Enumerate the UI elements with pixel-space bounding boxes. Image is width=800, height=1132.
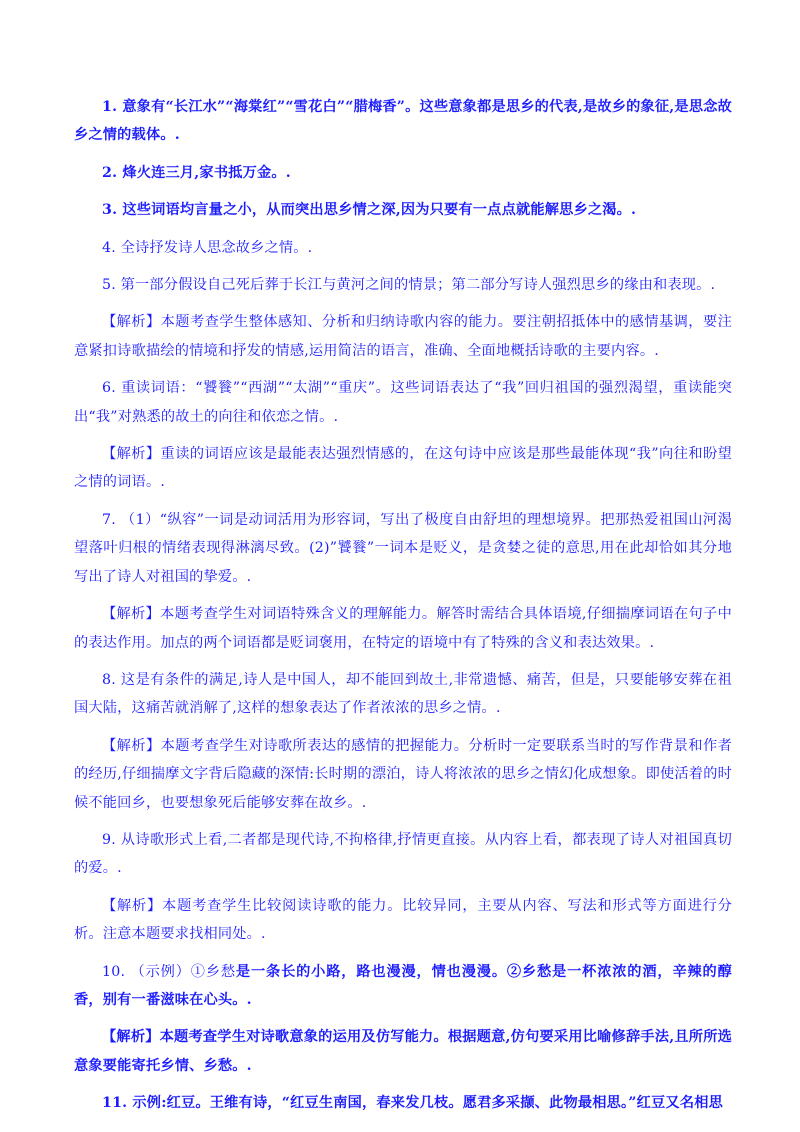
answer-10 — [74, 958, 732, 1015]
analysis-6: 【解析】重读的词语应该是最能表达强烈情感的，在这句诗中应该是那些最能体现“我”向往和盼望之情的词语。. — [74, 446, 732, 491]
analysis-5: 【解析】本题考查学生整体感知、分析和归纳诗歌内容的能力。要注朝招抵体中的感情基调，要注意紧扣诗歌描绘的情境和抒发的情感,运用简洁的语言，准确、全面地概括诗歌的主要内容。. — [74, 314, 732, 359]
analysis-9: 【解析】本题考查学生比较阅读诗歌的能力。比较异同，主要从内容、写法和形式等方面进行分析。注意本题要求找相同处。. — [74, 897, 732, 943]
answer-10-text: 是一条长的小路，路也漫漫，情也漫漫。②乡愁是一杯浓浓的酒，辛辣的醇香，别有一番滋味在心头。. — [74, 963, 732, 1008]
answer-5: 5. 第一部分假设自己死后葬于长江与黄河之间的情景；第二部分写诗人强烈思乡的缘由和表现。. — [102, 277, 716, 294]
answer-8: 8. 这是有条件的满足,诗人是中国人，却不能回到故土,非常遗憾、痛苦，但是，只要能够安葬在祖国大陆，这痛苦就消解了,这样的想象表达了作者浓浓的思乡之情。. — [74, 671, 732, 717]
analysis-10: 【解析】本题考查学生对诗歌意象的运用及仿写能力。根据题意,仿句要采用比喻修辞手法,且所所选意象要能寄托乡情、乡愁。. — [74, 1029, 732, 1074]
answer-7: 7. （1）“纵容”一词是动词活用为形容词，写出了极度自由舒坦的理想境界。把那热爱祖国山河渴望落叶归根的情绪表现得淋漓尽致。(2)”饕餮”一词本是贬义，是贪婪之徒的意思,用在此却恰如其分地写出了诗人对祖国的挚爱。. — [74, 511, 732, 585]
analysis-8: 【解析】本题考查学生对诗歌所表达的感情的把握能力。分析时一定要联系当时的写作背景和作者的经历,仔细揣摩文字背后隐藏的深情:长时期的漂泊，诗人将浓浓的思乡之情幻化成想象。即使活着的时候不能回乡，也要想象死后能够安葬在故乡。. — [74, 737, 732, 811]
analysis-7: 【解析】本题考查学生对词语特殊含义的理解能力。解答时需结合具体语境,仔细揣摩词语在句子中的表达作用。加点的两个词语都是贬词褒用，在特定的语境中有了特殊的含义和表达效果。. — [74, 606, 732, 651]
answer-3: 3. 这些词语均言量之小，从而突出思乡情之深,因为只要有一点点就能解思乡之渴。. — [102, 202, 637, 219]
answer-10-prefix: 10. （示例）①乡愁 — [102, 963, 236, 980]
answer-2: 2. 烽火连三月,家书抵万金。. — [102, 164, 291, 181]
answer-11: 11. 示例:红豆。王维有诗，“红豆生南国，春来发几枝。愿君多采撷、此物最相思。”红豆又名相思 — [102, 1095, 723, 1112]
answer-9: 9. 从诗歌形式上看,二者都是现代诗,不拘格律,抒情更直接。从内容上看，都表现了诗人对祖国真切的爱。. — [74, 831, 732, 877]
answer-4: 4. 全诗抒发诗人思念故乡之情。. — [102, 239, 313, 256]
answer-6: 6. 重读词语：“饕餮”“西湖”“太湖”“重庆”。这些词语表达了“我”回归祖国的强烈渴望，重读能突出“我”对熟悉的故土的向往和依恋之情。. — [74, 380, 732, 425]
answer-1: 1. 意象有“长江水”“海棠红”“雪花白”“腊梅香”。这些意象都是思乡的代表,是故乡的象征,是思念故乡之情的载体。. — [74, 99, 732, 144]
